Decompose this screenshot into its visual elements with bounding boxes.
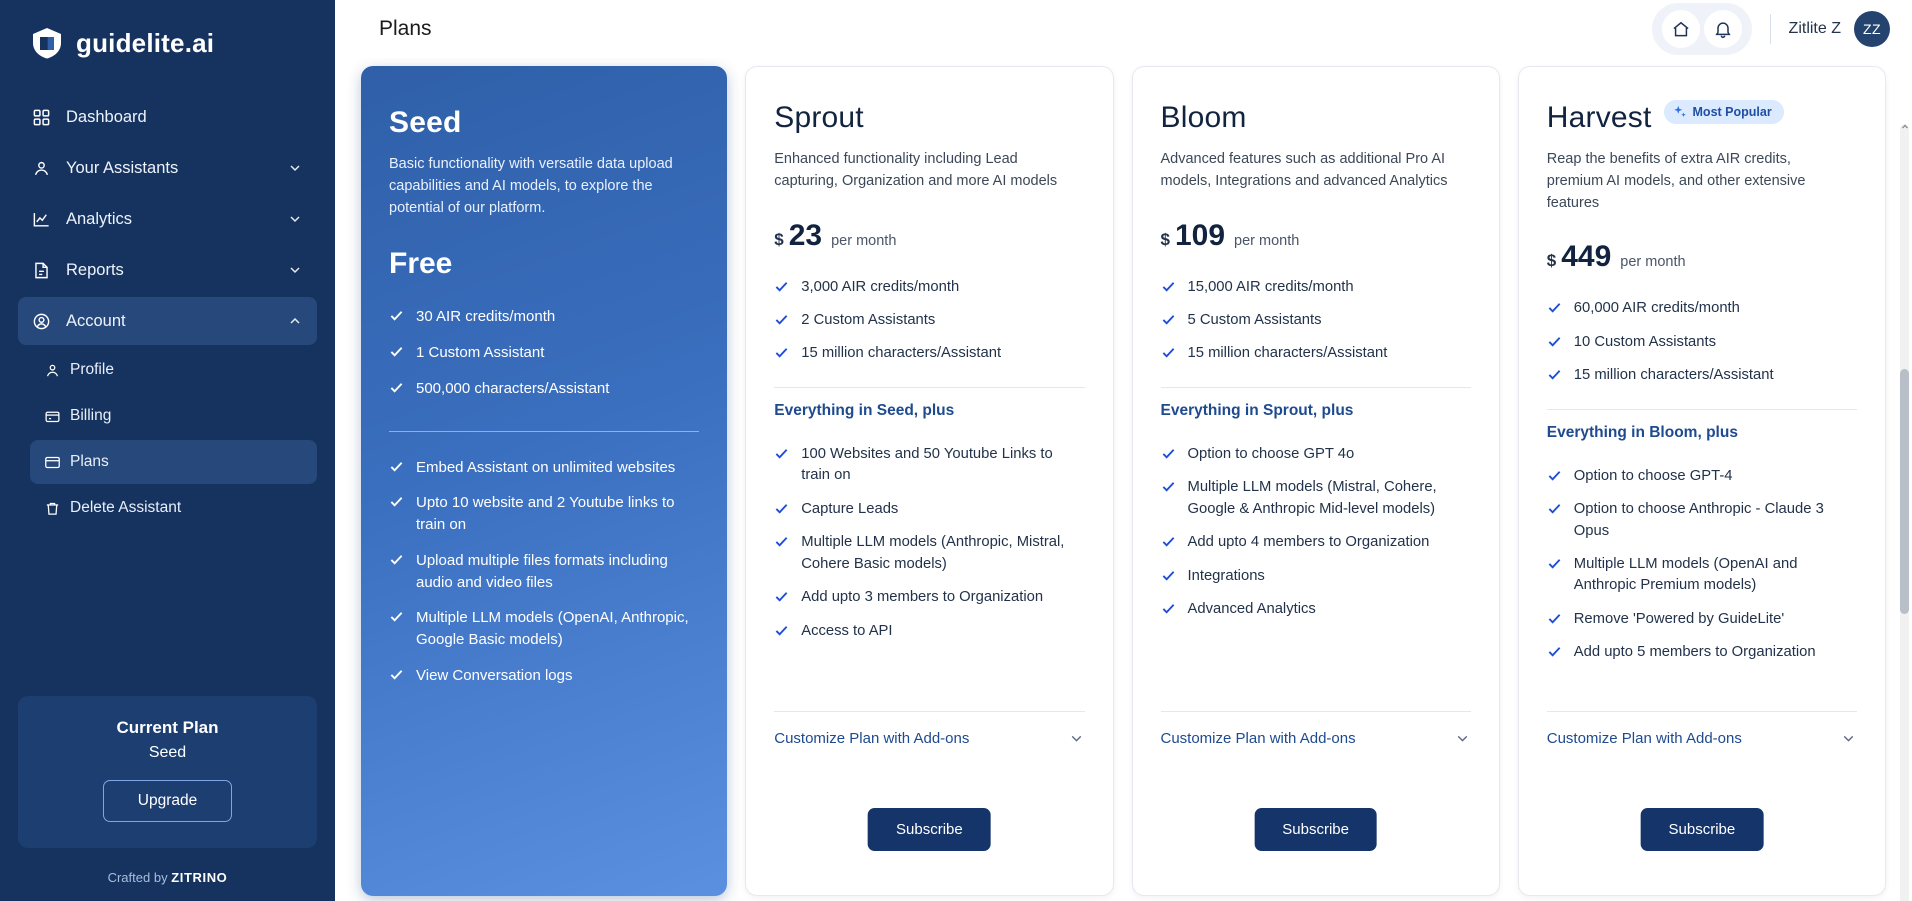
feature-item [1161,304,1471,337]
feature-label: Multiple LLM models (OpenAI, Anthropic, Google Basic models) [416,609,689,648]
user-name: Zitlite Z [1788,20,1841,37]
plan-extra-features [1161,438,1471,627]
plan-title-row [774,101,1084,135]
feature-item [1547,460,1857,493]
chevron-down-icon [1068,730,1085,747]
chevron-down-icon [287,160,303,176]
feature-label: Embed Assistant on unlimited websites [416,458,676,476]
feature-item [1547,636,1857,669]
home-icon[interactable] [1662,10,1700,48]
feature-item [389,335,699,371]
sparkle-icon [1673,105,1687,119]
company-name: ZITRINO [171,870,228,885]
feature-item [389,600,699,658]
plan-extra-features [1547,460,1857,670]
feature-label: Add upto 5 members to Organization [1573,644,1816,661]
sidebar-item-label: Reports [66,260,124,279]
everything-label: Everything in Bloom, plus [1546,423,1738,441]
plan-card-bloom [1132,66,1500,896]
check-icon [389,459,404,474]
feature-item [774,581,1084,614]
feature-item [1547,292,1857,325]
check-icon [1161,568,1176,583]
plan-price-free: Free [389,247,453,281]
check-icon [389,494,404,509]
plan-description: Enhanced functionality including Lead capturing, Organization and more AI models [774,151,1058,189]
plan-price [1547,240,1857,274]
scrollbar-thumb[interactable] [1900,369,1909,614]
feature-label: Advanced Analytics [1187,601,1316,618]
divider [774,387,1084,388]
check-icon [1547,468,1562,483]
brand-name: guidelite.ai [76,27,215,58]
plan-description: Advanced features such as additional Pro AI models, Integrations and advanced Analytics [1160,151,1448,189]
sidebar-nav [0,82,335,532]
check-icon [1547,644,1562,659]
check-icon [774,446,789,461]
sidebar-item-dashboard[interactable] [18,93,317,141]
feature-label: 3,000 AIR credits/month [801,278,960,295]
sidebar-item-label: Analytics [66,209,133,228]
plan-name: Harvest [1546,101,1652,134]
check-icon [389,667,404,682]
dashboard-icon [32,108,60,127]
feature-item [1547,603,1857,636]
avatar[interactable]: ZZ [1854,11,1890,47]
feature-label: Option to choose GPT 4o [1187,445,1355,462]
feature-label: Integrations [1187,567,1265,584]
check-icon [1547,501,1562,516]
plan-price [774,219,1084,253]
feature-label: View Conversation logs [416,666,573,684]
sidebar-item-billing[interactable] [30,394,317,438]
feature-item [774,493,1084,526]
chevron-down-icon [287,211,303,227]
plan-title-row [1547,101,1857,135]
topbar-right [1652,3,1890,55]
feature-label: 15,000 AIR credits/month [1187,278,1354,295]
price-amount: 23 [788,218,823,252]
plan-extra-features [774,438,1084,648]
topbar [335,0,1912,58]
feature-item [774,304,1084,337]
page-title: Plans [379,17,432,40]
check-icon [1161,279,1176,294]
feature-item [1161,560,1471,593]
plan-card-seed [361,66,727,896]
plan-core-features [389,299,699,406]
feature-item [389,299,699,335]
check-icon [389,609,404,624]
sidebar-footer [0,848,335,901]
subscribe-button[interactable]: Subscribe [1641,808,1764,851]
plan-core-features [1161,271,1471,371]
chevron-down-icon [287,262,303,278]
feature-item [1161,593,1471,626]
billing-icon [44,408,70,425]
feature-item [1161,526,1471,559]
badge-label: Most Popular [1692,105,1772,119]
feature-item [389,485,699,543]
everything-label: Everything in Sprout, plus [1160,401,1354,419]
feature-label: 60,000 AIR credits/month [1573,300,1740,317]
currency-symbol: $ [774,229,784,249]
price-period: per month [1234,232,1300,249]
feature-label: Access to API [801,622,893,639]
feature-label: Add upto 3 members to Organization [801,589,1044,606]
feature-label: 500,000 characters/Assistant [416,379,610,397]
feature-label: Upto 10 website and 2 Youtube links to train on [416,494,675,533]
check-icon [1161,601,1176,616]
assistants-icon [32,159,60,178]
plan-extra-features [389,450,699,694]
plans-icon [44,454,70,471]
trash-icon [44,500,70,517]
price-amount: 109 [1174,218,1226,252]
check-icon [774,501,789,516]
feature-label: 1 Custom Assistant [416,344,545,361]
sidebar-item-plans[interactable] [30,440,317,484]
feature-item [774,271,1084,304]
plan-card-harvest [1518,66,1886,896]
feature-label: Multiple LLM models (Mistral, Cohere, Google & Anthropic Mid-level models) [1187,479,1437,517]
check-icon [774,345,789,360]
sidebar-subitem-label: Billing [70,407,112,424]
plan-name: Seed [389,106,462,139]
addons-label: Customize Plan with Add-ons [774,730,970,747]
price-amount: 449 [1561,240,1612,274]
feature-label: 15 million characters/Assistant [1187,345,1388,362]
check-icon [1547,611,1562,626]
plan-price [1161,219,1471,253]
feature-item [1161,337,1471,370]
addons-toggle[interactable] [774,711,1084,747]
sidebar-item-analytics[interactable] [18,195,317,243]
feature-item [1547,359,1857,392]
feature-label: Capture Leads [801,500,899,517]
feature-label: 30 AIR credits/month [416,308,556,326]
check-icon [1547,556,1562,571]
check-icon [389,552,404,567]
sidebar-item-label: Account [66,311,126,330]
feature-label: Upload multiple files formats including audio and video files [416,551,668,591]
current-plan-name: Seed [148,744,187,761]
reports-icon [32,261,60,280]
feature-label: 2 Custom Assistants [801,311,936,328]
current-plan-title: Current Plan [116,718,219,737]
sidebar-item-account[interactable] [18,297,317,345]
feature-label: 15 million characters/Assistant [801,345,1002,362]
check-icon [1547,300,1562,315]
feature-item [774,615,1084,648]
plan-core-features [1547,292,1857,392]
divider [389,431,699,432]
feature-item [389,371,699,407]
check-icon [774,534,789,549]
check-icon [1547,334,1562,349]
subscribe-button[interactable]: Subscribe [868,808,991,851]
sidebar-item-profile[interactable] [30,348,317,392]
account-icon [32,312,60,331]
price-period: per month [831,232,897,249]
chevron-up-icon [287,313,303,329]
check-icon [1161,534,1176,549]
check-icon [1161,345,1176,360]
check-icon [1161,312,1176,327]
main-area [335,0,1912,901]
bell-icon[interactable] [1704,10,1742,48]
check-icon [1161,479,1176,494]
brand [0,0,335,82]
topbar-icon-group [1652,3,1752,55]
chevron-down-icon [1454,730,1471,747]
feature-label: 100 Websites and 50 Youtube Links to train on [801,445,1053,484]
addons-label: Customize Plan with Add-ons [1160,730,1356,747]
subscribe-button[interactable]: Subscribe [1254,808,1377,851]
check-icon [774,623,789,638]
check-icon [774,589,789,604]
sidebar [0,0,335,901]
upgrade-button[interactable]: Upgrade [103,780,232,822]
status-badge [1664,100,1784,124]
feature-label: 5 Custom Assistants [1187,311,1322,328]
analytics-icon [32,210,60,229]
sidebar-item-reports[interactable] [18,246,317,294]
feature-item [1547,548,1857,603]
feature-label: Option to choose Anthropic - Claude 3 Opus [1573,501,1824,539]
sidebar-subitem-label: Profile [70,361,114,378]
feature-item [389,543,699,601]
feature-label: Option to choose GPT-4 [1573,467,1733,484]
vertical-scrollbar[interactable] [1900,124,1909,901]
feature-item [1161,471,1471,526]
price-period: per month [1620,254,1686,271]
plan-core-features [774,271,1084,371]
plan-title-row [1161,101,1471,135]
everything-label: Everything in Seed, plus [774,401,955,419]
divider [1161,387,1471,388]
sidebar-item-delete-assistant[interactable] [30,486,317,530]
check-icon [774,279,789,294]
current-plan-card [18,696,317,848]
shield-book-icon [30,26,64,60]
feature-label: 10 Custom Assistants [1573,333,1717,350]
plans-container [335,58,1912,901]
addons-label: Customize Plan with Add-ons [1546,730,1742,747]
feature-item [1161,271,1471,304]
feature-label: 15 million characters/Assistant [1573,367,1774,384]
topbar-divider [1770,14,1771,44]
feature-label: Multiple LLM models (Anthropic, Mistral, Cohere Basic models) [801,534,1065,572]
plan-card-sprout [745,66,1113,896]
plan-name: Bloom [1160,101,1247,134]
plan-description: Reap the benefits of extra AIR credits, premium AI models, and other extensive features [1546,151,1806,211]
feature-item [389,450,699,486]
crafted-by-label: Crafted by [107,870,168,885]
plan-name: Sprout [774,101,864,134]
sidebar-item-label: Your Assistants [66,158,179,177]
scroll-up-icon[interactable] [1900,122,1909,131]
profile-icon [44,362,70,379]
plan-description: Basic functionality with versatile data upload capabilities and AI models, to explore the potential of our platform. [389,156,673,216]
divider [1547,409,1857,410]
feature-item [774,337,1084,370]
feature-item [389,658,699,694]
addons-toggle[interactable] [1161,711,1471,747]
feature-item [1161,438,1471,471]
currency-symbol: $ [1546,251,1557,271]
feature-item [774,438,1084,493]
check-icon [1547,367,1562,382]
sidebar-subitem-label: Plans [70,453,109,470]
check-icon [389,308,404,323]
addons-toggle[interactable] [1547,711,1857,747]
check-icon [389,380,404,395]
check-icon [389,344,404,359]
feature-label: Multiple LLM models (OpenAI and Anthropic Premium models) [1573,555,1798,594]
feature-label: Add upto 4 members to Organization [1187,534,1430,551]
sidebar-item-your-assistants[interactable] [18,144,317,192]
chevron-down-icon [1840,730,1857,747]
feature-label: Remove 'Powered by GuideLite' [1573,610,1785,627]
sidebar-item-label: Dashboard [66,107,147,126]
sidebar-subitem-label: Delete Assistant [70,499,182,516]
feature-item [774,526,1084,581]
check-icon [774,312,789,327]
currency-symbol: $ [1160,229,1170,249]
feature-item [1547,326,1857,359]
plan-title-row [389,106,699,140]
feature-item [1547,493,1857,548]
check-icon [1161,446,1176,461]
